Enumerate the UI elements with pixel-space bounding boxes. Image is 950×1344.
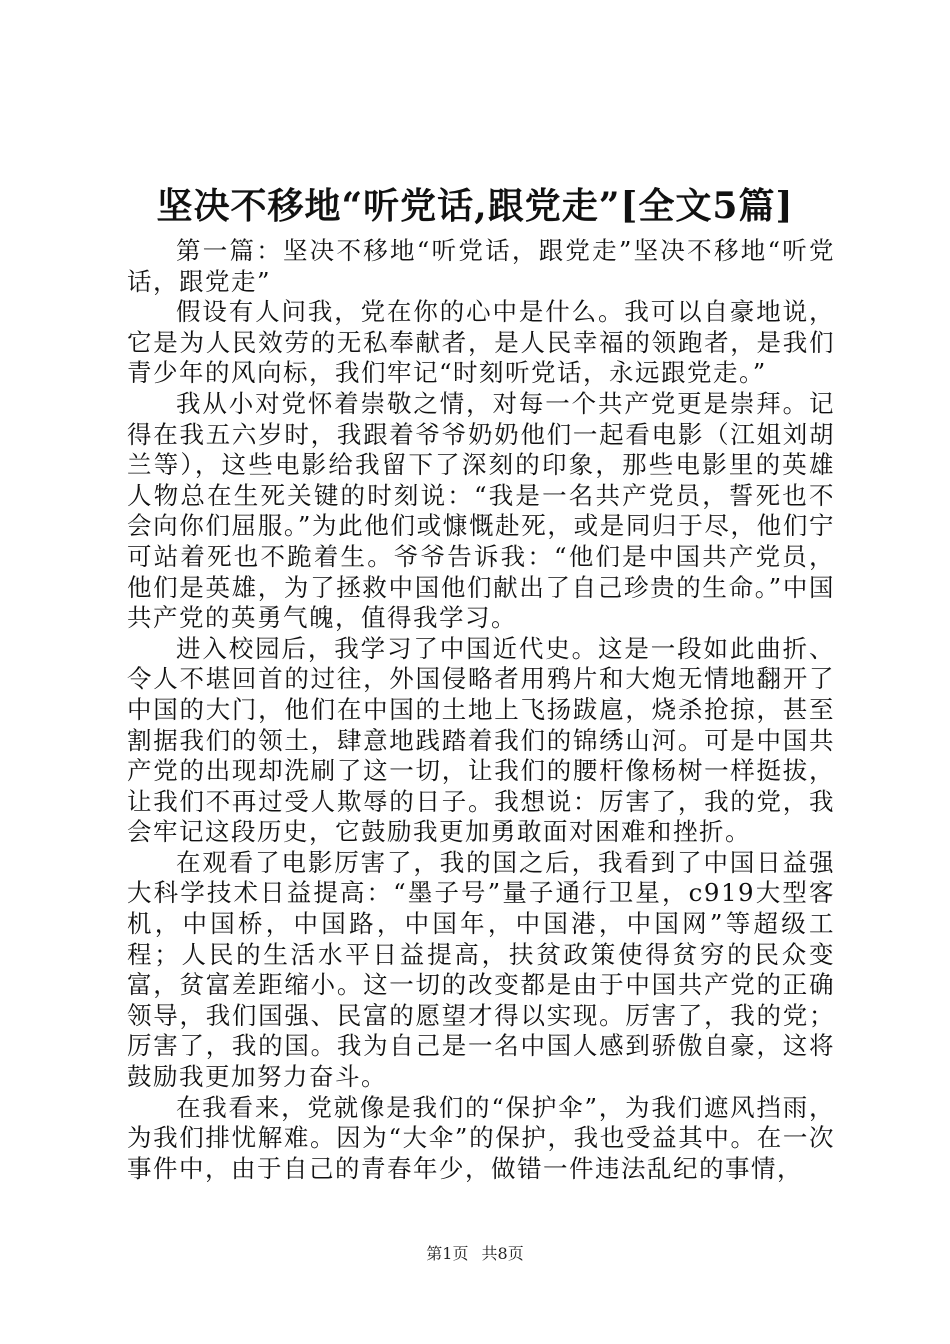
paragraph: 假设有人问我，党在你的心中是什么。我可以自豪地说，它是为人民效劳的无私奉献者，是人民幸福的领跑者，是我们青少年的风向标，我们牢记“时刻听党话，永远跟党走。” [127, 297, 835, 388]
paragraph: 我从小对党怀着崇敬之情，对每一个共产党更是崇拜。记得在我五六岁时，我跟着爷爷奶奶他们一起看电影（江姐刘胡兰等），这些电影给我留下了深刻的印象，那些电影里的英雄人物总在生死关键的时刻说：“我是一名共产党员，誓死也不会向你们屈服。”为此他们或慷慨赴死，或是同归于尽，他们宁可站着死也不跪着生。爷爷告诉我：“他们是中国共产党员，他们是英雄，为了拯救中国他们献出了自己珍贵的生命。”中国共产党的英勇气魄，值得我学习。 [127, 388, 835, 633]
page-footer [0, 1243, 950, 1265]
paragraph: 在我看来，党就像是我们的“保护伞”，为我们遮风挡雨，为我们排忧解难。因为“大伞”的保护，我也受益其中。在一次事件中，由于自己的青春年少，做错一件违法乱纪的事情， [127, 1092, 835, 1183]
paragraph: 在观看了电影厉害了，我的国之后，我看到了中国日益强大科学技术日益提高：“墨子号”量子通行卫星，c919大型客机，中国桥，中国路，中国年，中国港，中国网”等超级工程；人民的生活水平日益提高，扶贫政策使得贫穷的民众变富，贫富差距缩小。这一切的改变都是由于中国共产党的正确领导，我们国强、民富的愿望才得以实现。厉害了，我的党；厉害了，我的国。我为自己是一名中国人感到骄傲自豪，这将鼓励我更加努力奋斗。 [127, 847, 835, 1092]
document-title: 坚决不移地“听党话,跟党走”[全文5篇] [156, 185, 794, 227]
paragraph: 进入校园后，我学习了中国近代史。这是一段如此曲折、令人不堪回首的过往，外国侵略者用鸦片和大炮无情地翻开了中国的大门，他们在中国的土地上飞扬跋扈，烧杀抢掠，甚至割据我们的领土，肆意地践踏着我们的锦绣山河。可是中国共产党的出现却洗刷了这一切，让我们的腰杆像杨树一样挺拔，让我们不再过受人欺辱的日子。我想说：厉害了，我的党，我会牢记这段历史，它鼓励我更加勇敢面对困难和挫折。 [127, 633, 835, 847]
document-body [127, 236, 835, 1184]
page-total: 共8页 [481, 1244, 524, 1263]
page-number: 第1页 [426, 1244, 469, 1263]
paragraph: 第一篇：坚决不移地“听党话，跟党走”坚决不移地“听党话，跟党走” [127, 236, 835, 296]
